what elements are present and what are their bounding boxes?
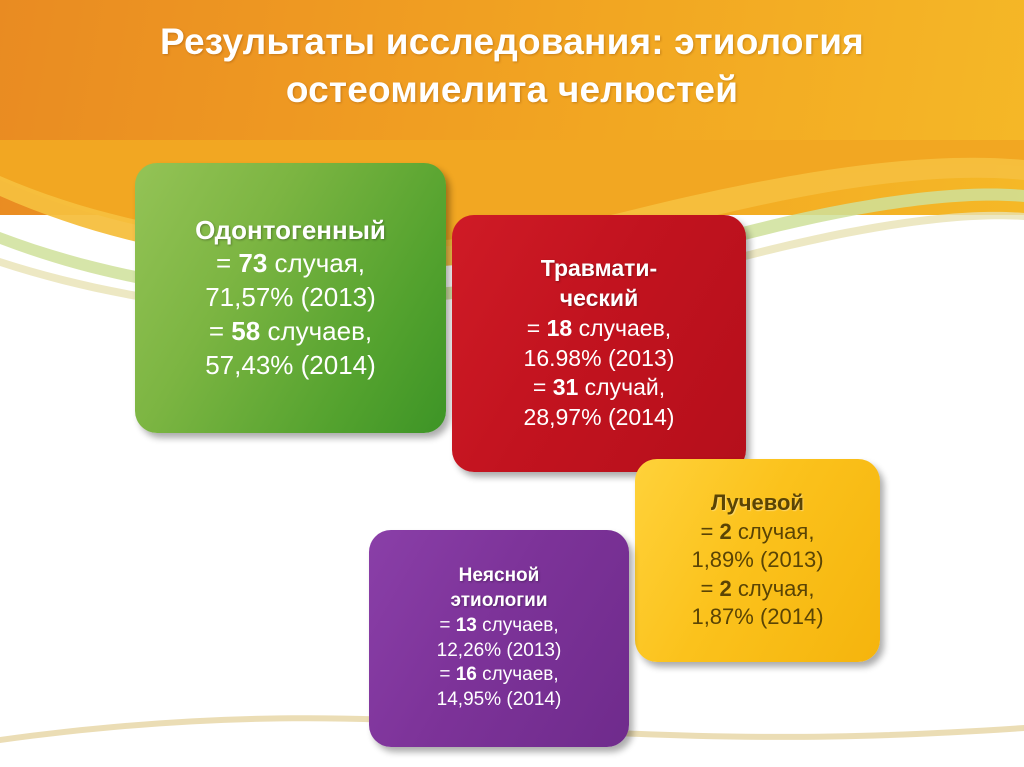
traumatic-line-1: = 18 случаев, — [526, 314, 672, 341]
traumatic-line-4: 28,97% (2014) — [523, 404, 675, 431]
odontogenic-line-2: 71,57% (2013) — [205, 282, 376, 313]
unknown-line-3: = 16 случаев, — [439, 664, 559, 686]
traumatic-line-2: 16.98% (2013) — [523, 344, 675, 371]
category-title-odontogenic: Одонтогенный — [195, 214, 386, 245]
odontogenic-line-4: 57,43% (2014) — [205, 349, 376, 380]
category-title-traumatic-part1: Травмати- — [540, 254, 658, 281]
radiation-line-4: 1,87% (2014) — [691, 604, 824, 630]
odontogenic-line-3: = 58 случаев, — [208, 315, 373, 346]
category-box-unknown-etiology[interactable] — [369, 530, 629, 747]
category-title-unknown-part2: этиологии — [450, 590, 548, 612]
category-box-odontogenic[interactable] — [135, 163, 446, 433]
odontogenic-line-1: = 73 случая, — [215, 248, 366, 279]
unknown-line-1: = 13 случаев, — [439, 614, 559, 636]
unknown-line-4: 14,95% (2014) — [436, 688, 562, 710]
page-title: Результаты исследования: этиология остеомиелита челюстей — [160, 21, 864, 110]
category-box-radiation[interactable] — [635, 459, 880, 662]
radiation-line-2: 1,89% (2013) — [691, 547, 824, 573]
radiation-line-3: = 2 случая, — [700, 575, 815, 601]
traumatic-line-3: = 31 случай, — [532, 374, 666, 401]
unknown-line-2: 12,26% (2013) — [436, 639, 562, 661]
category-box-traumatic[interactable] — [452, 215, 746, 472]
category-title-traumatic-part2: ческий — [559, 284, 639, 311]
category-title-unknown-part1: Неясной — [458, 565, 540, 587]
category-title-radiation: Лучевой — [711, 490, 804, 516]
radiation-line-1: = 2 случая, — [700, 518, 815, 544]
